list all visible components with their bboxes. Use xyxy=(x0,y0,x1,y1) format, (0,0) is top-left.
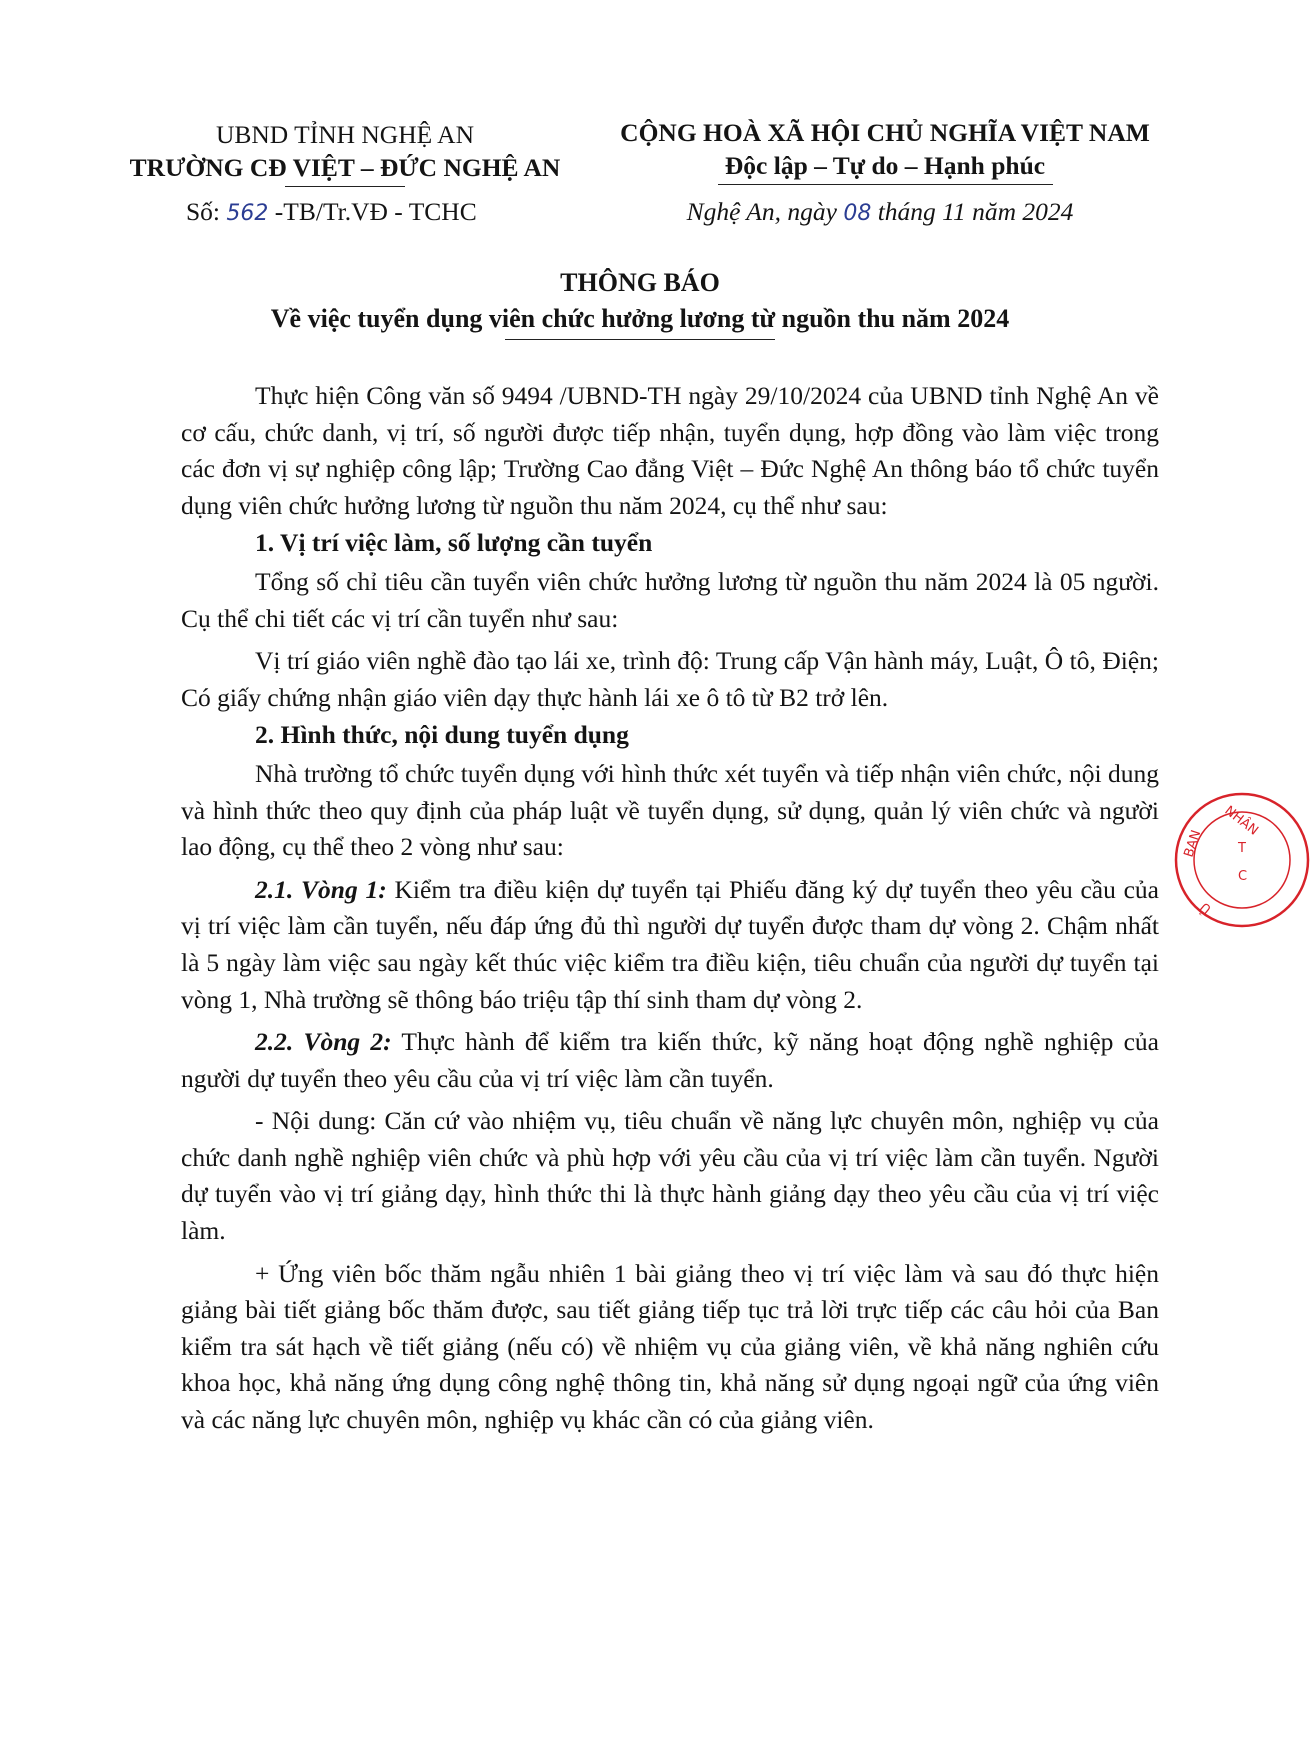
national-motto: Độc lập – Tự do – Hạnh phúc xyxy=(724,151,1046,180)
section-2-heading: 2. Hình thức, nội dung tuyển dụng xyxy=(255,720,629,750)
issuer-underline xyxy=(285,186,405,187)
document-number xyxy=(186,197,477,227)
round-1-paragraph xyxy=(181,872,1159,1018)
round-1-label: 2.1. Vòng 1: xyxy=(255,874,387,904)
round-2-paragraph xyxy=(181,1024,1159,1097)
round-1-text: Kiểm tra điều kiện dự tuyển tại Phiếu đăng ký dự tuyển theo yêu cầu của vị trí việc làm cần tuyển, nếu đáp ứng đủ thì người dự tuyển được tham dự vòng 2. Chậm nhất là 5 ngày làm việc sau ngày kết thúc việc kiểm tra điều kiện, tiêu chuẩn của người dự tuyển tại vòng 1, Nhà trường sẽ thông báo triệu tập thí sinh tham dự vòng 2. xyxy=(181,874,1160,1014)
content-paragraph: - Nội dung: Căn cứ vào nhiệm vụ, tiêu chuẩn về năng lực chuyên môn, nghiệp vụ của chức danh nghề nghiệp viên chức và phù hợp với yêu cầu của vị trí việc làm cần tuyển. Người dự tuyển vào vị trí giảng dạy, hình thức thi là thực hành giảng dạy theo yêu cầu của vị trí việc làm. xyxy=(181,1106,1159,1246)
national-heading xyxy=(590,116,1180,185)
stamp-inner-mark-1: T xyxy=(1238,841,1246,856)
section-1-heading: 1. Vị trí việc làm, số lượng cần tuyển xyxy=(255,528,653,558)
candidate-paragraph: + Ứng viên bốc thăm ngẫu nhiên 1 bài giảng theo vị trí việc làm và sau đó thực hiện giảng bài tiết giảng bốc thăm được, sau tiết giảng tiếp tục trả lời trực tiếp các câu hỏi của Ban kiểm tra sát hạch về tiết giảng (nếu có) về nhiệm vụ của giảng viên, về khả năng nghiên cứu khoa học, khả năng ứng dụng công nghệ thông tin, khả năng sử dụng ngoại ngữ của ứng viên và các năng lực chuyên môn, nghiệp vụ khác cần có của giảng viên. xyxy=(181,1258,1159,1435)
doc-number-handwritten: 562 xyxy=(226,201,269,226)
subtitle-underline xyxy=(505,339,775,340)
doc-number-prefix: Số: xyxy=(186,197,227,226)
seal-stamp-icon xyxy=(1172,790,1312,930)
intro-paragraph: Thực hiện Công văn số 9494 /UBND-TH ngày 29/10/2024 của UBND tỉnh Nghệ An về cơ cấu, chức danh, vị trí, số người được tiếp nhận, tuyển dụng, hợp đồng vào làm việc trong các đơn vị sự nghiệp công lập; Trường Cao đẳng Việt – Đức Nghệ An thông báo tổ chức tuyển dụng viên chức hưởng lương từ nguồn thu năm 2024, cụ thể như sau: xyxy=(181,381,1159,520)
issuer-name: TRƯỜNG CĐ VIỆT – ĐỨC NGHỆ AN xyxy=(129,153,561,182)
stamp-text-top: NHÂN xyxy=(1221,803,1261,839)
date-prefix: Nghệ An, ngày xyxy=(686,197,844,226)
date-suffix: tháng 11 năm 2024 xyxy=(871,197,1074,226)
stamp-text-bottom: Ủ xyxy=(1197,898,1215,917)
section-1-paragraph-2: Vị trí giáo viên nghề đào tạo lái xe, trình độ: Trung cấp Vận hành máy, Luật, Ô tô, Điện; Có giấy chứng nhận giáo viên dạy thực hành lái xe ô tô từ B2 trở lên. xyxy=(181,646,1159,712)
doc-number-suffix: -TB/Tr.VĐ - TCHC xyxy=(268,197,477,226)
document-title: THÔNG BÁO xyxy=(560,268,720,297)
section-2-paragraph-1: Nhà trường tổ chức tuyển dụng với hình thức xét tuyển và tiếp nhận viên chức, nội dung và hình thức theo quy định của pháp luật về tuyển dụng, sử dụng, quản lý viên chức và người lao động, cụ thể theo 2 vòng như sau: xyxy=(181,758,1159,862)
round-2-text: Thực hành để kiểm tra kiến thức, kỹ năng hoạt động nghề nghiệp của người dự tuyển theo yêu cầu của vị trí việc làm cần tuyển. xyxy=(181,1027,1159,1093)
section-1-paragraph-1: Tổng số chỉ tiêu cần tuyển viên chức hưởng lương từ nguồn thu năm 2024 là 05 người. Cụ thể chi tiết các vị trí cần tuyển như sau: xyxy=(181,566,1159,633)
round-2-label: 2.2. Vòng 2: xyxy=(255,1027,392,1057)
issuer-parent: UBND TỈNH NGHỆ AN xyxy=(215,120,475,149)
document-subtitle: Về việc tuyển dụng viên chức hưởng lương từ nguồn thu năm 2024 xyxy=(270,304,1010,333)
date-line xyxy=(585,197,1175,227)
country-name: CỘNG HOÀ XÃ HỘI CHỦ NGHĨA VIỆT NAM xyxy=(620,118,1150,147)
document-body xyxy=(181,378,1159,1439)
document-title-block xyxy=(100,265,1180,340)
stamp-text-left: BAN xyxy=(1181,828,1205,860)
issuer-block xyxy=(100,118,590,187)
stamp-inner-mark-2: C xyxy=(1238,869,1248,884)
date-day-handwritten: 08 xyxy=(843,201,872,226)
motto-underline xyxy=(718,184,1053,185)
